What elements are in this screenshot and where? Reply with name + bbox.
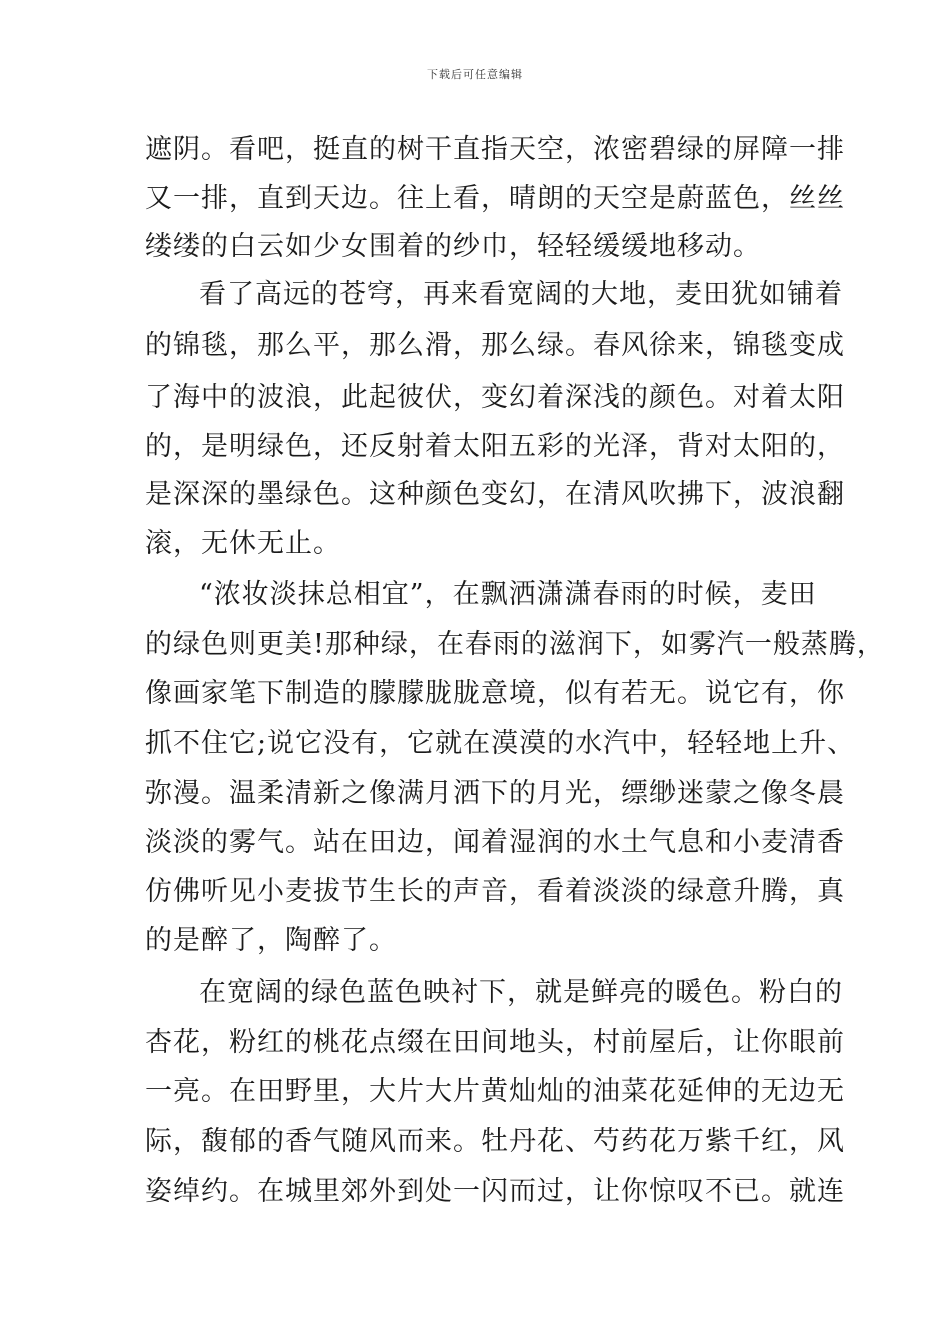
text-line: 了海中的波浪，此起彼伏，变幻着深浅的颜色。对着太阳	[145, 382, 845, 413]
text-line: 淡淡的雾气。站在田边，闻着湿润的水土气息和小麦清香	[145, 827, 845, 858]
text-line: 仿佛听见小麦拔节生长的声音，看着淡淡的绿意升腾，真	[145, 876, 845, 907]
page-header: 下载后可任意编辑	[427, 68, 523, 81]
text-line: 的绿色则更美!那种绿，在春雨的滋润下，如雾汽一般蒸腾，	[145, 629, 885, 660]
text-line: 际，馥郁的香气随风而来。牡丹花、芍药花万紫千红，风	[145, 1126, 845, 1157]
text-line: 抓不住它;说它没有，它就在漠漠的水汽中，轻轻地上升、	[145, 728, 856, 759]
text-line: 缕缕的白云如少女围着的纱巾，轻轻缓缓地移动。	[145, 231, 761, 262]
text-line: 一亮。在田野里，大片大片黄灿灿的油菜花延伸的无边无	[145, 1076, 845, 1107]
text-line: 的是醉了，陶醉了。	[145, 925, 397, 956]
text-line: 杏花，粉红的桃花点缀在田间地头，村前屋后，让你眼前	[145, 1027, 845, 1058]
text-line: 是深深的墨绿色。这种颜色变幻，在清风吹拂下，波浪翻	[145, 479, 845, 510]
text-line: 遮阴。看吧，挺直的树干直指天空，浓密碧绿的屏障一排	[145, 134, 845, 165]
paragraph-start-line: 看了高远的苍穹，再来看宽阔的大地，麦田犹如铺着	[199, 279, 843, 310]
paragraph-start-line: “浓妆淡抹总相宜”，在飘洒潇潇春雨的时候，麦田	[199, 579, 817, 610]
text-line: 又一排，直到天边。往上看，晴朗的天空是蔚蓝色，丝丝	[145, 183, 845, 214]
text-line: 滚，无休无止。	[145, 528, 341, 559]
text-line: 姿绰约。在城里郊外到处一闪而过，让你惊叹不已。就连	[145, 1176, 845, 1207]
text-line: 像画家笔下制造的朦朦胧胧意境，似有若无。说它有，你	[145, 678, 845, 709]
text-line: 的，是明绿色，还反射着太阳五彩的光泽，背对太阳的，	[145, 431, 845, 462]
text-line: 弥漫。温柔清新之像满月洒下的月光，缥缈迷蒙之像冬晨	[145, 778, 845, 809]
paragraph-start-line: 在宽阔的绿色蓝色映衬下，就是鲜亮的暖色。粉白的	[199, 977, 843, 1008]
text-line: 的锦毯，那么平，那么滑，那么绿。春风徐来，锦毯变成	[145, 330, 845, 361]
